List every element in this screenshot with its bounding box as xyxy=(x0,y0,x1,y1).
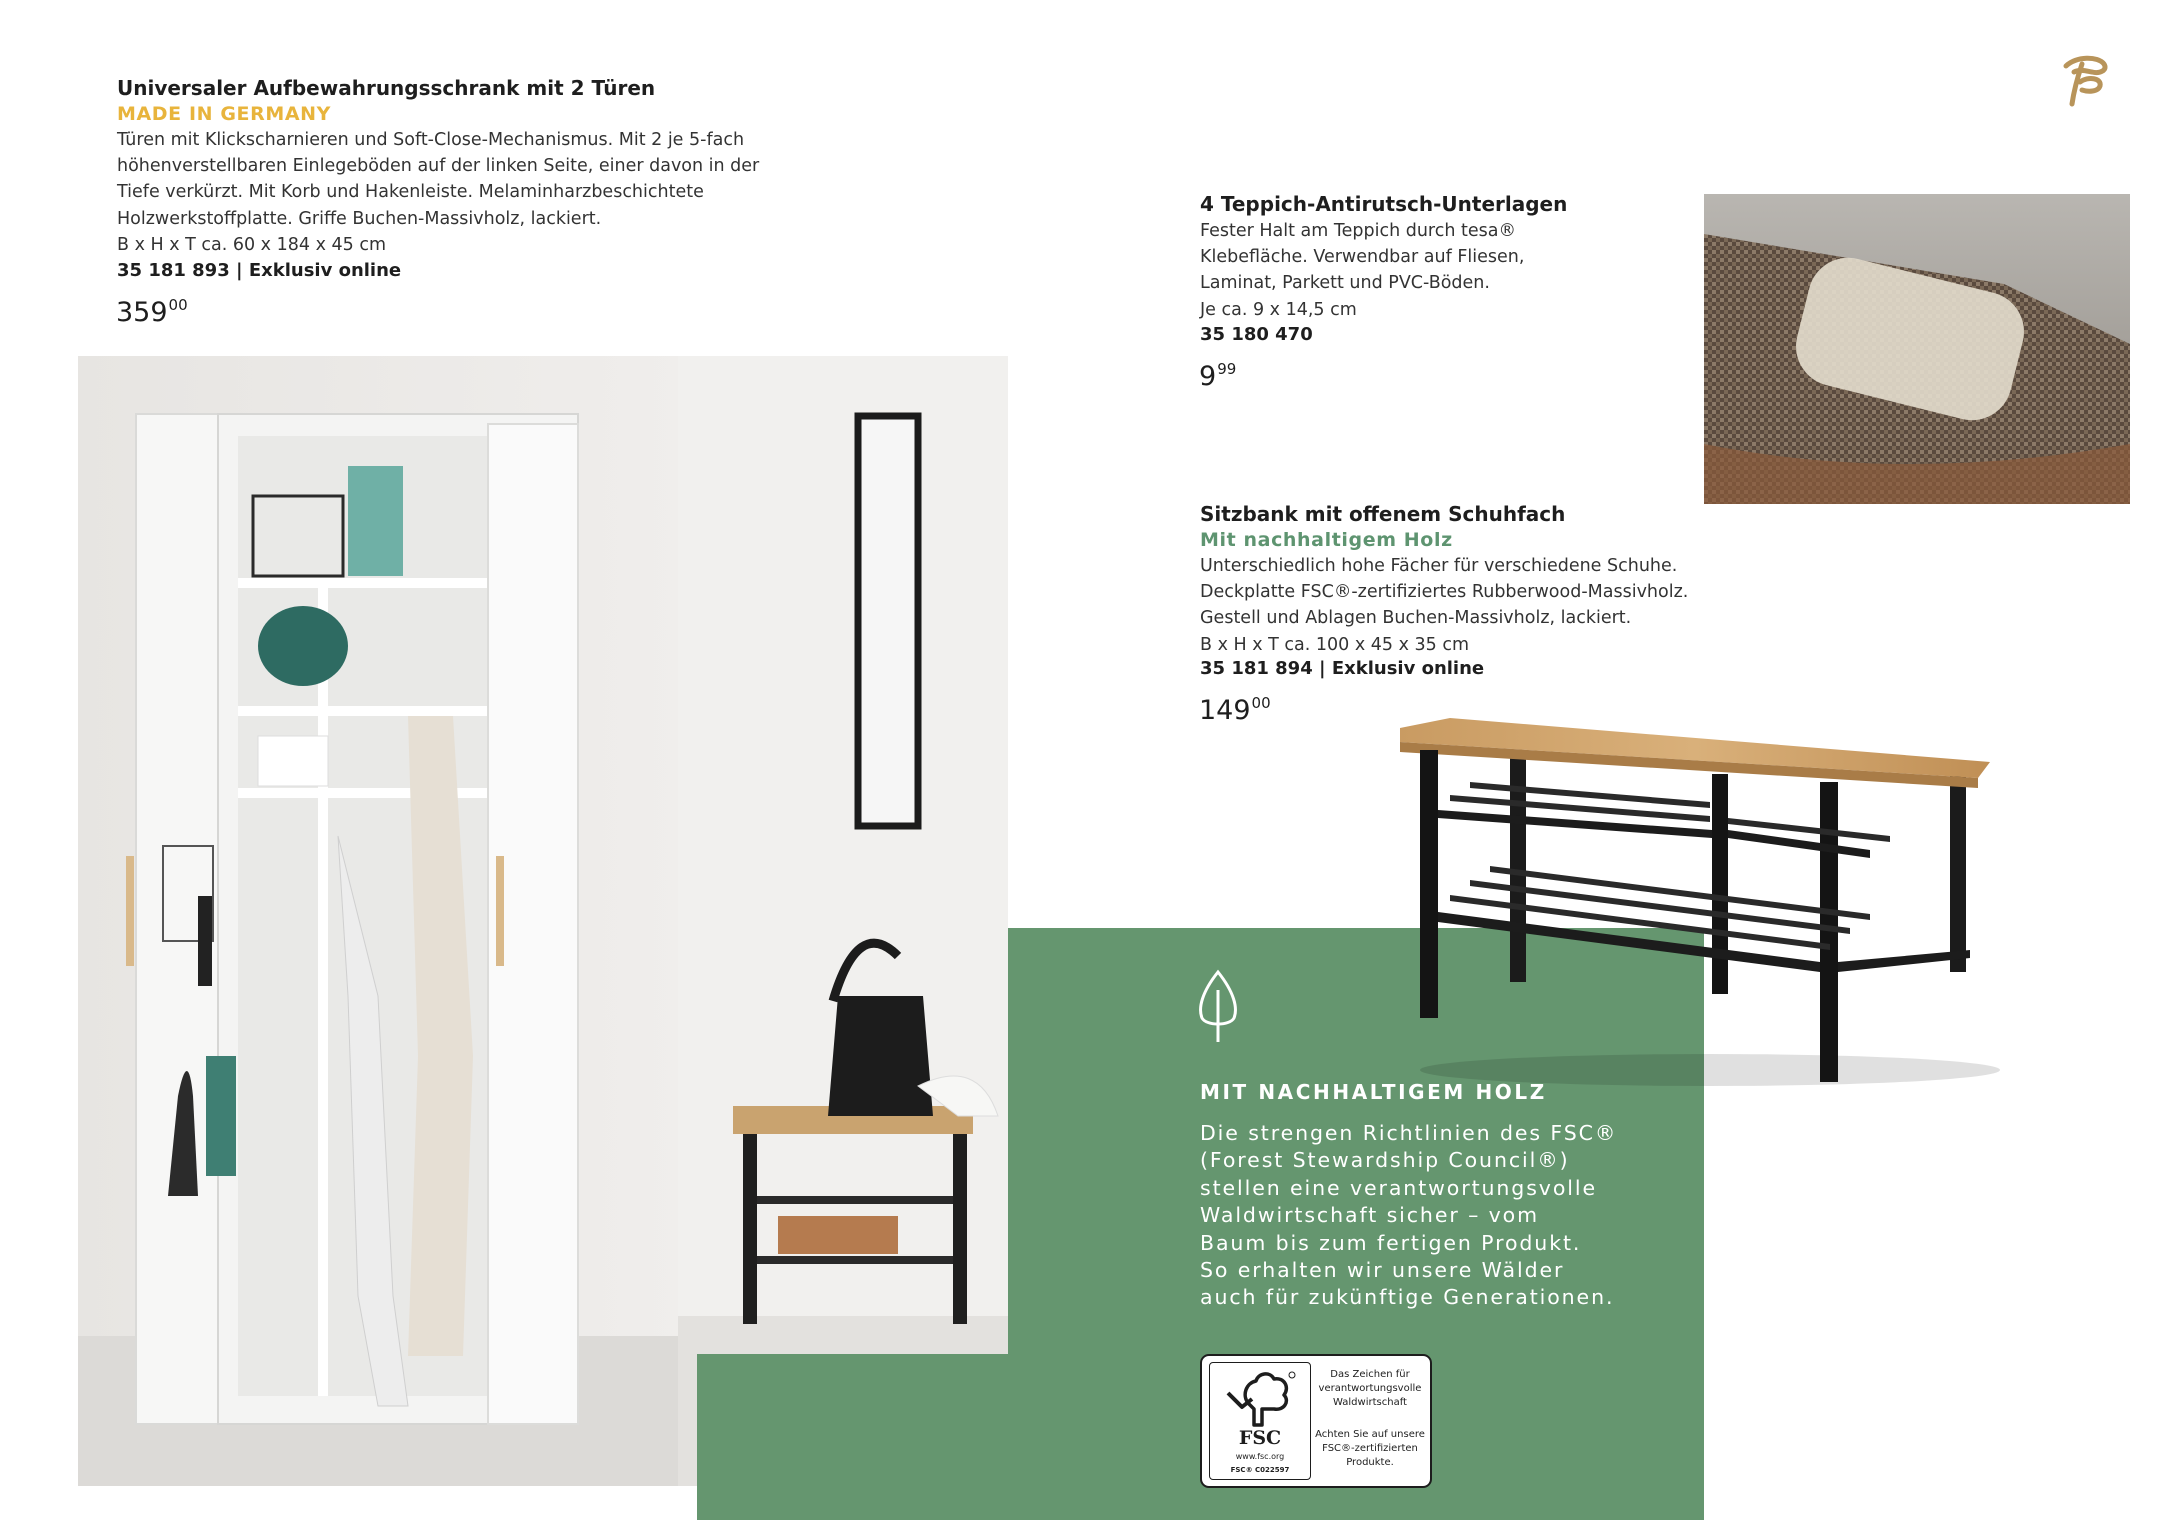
cabinet-title: Universaler Aufbewahrungsschrank mit 2 Türen xyxy=(117,76,656,100)
fsc-claim-line: verantwortungsvolle xyxy=(1318,1383,1422,1394)
rug-pads-dimensions: Je ca. 9 x 14,5 cm xyxy=(1200,299,1357,320)
leaf-icon xyxy=(1196,968,1240,1044)
fsc-license-code: FSC® C022597 xyxy=(1230,1466,1290,1474)
fsc-claim-line: Waldwirtschaft xyxy=(1333,1397,1407,1408)
rug-pads-description xyxy=(1200,218,1524,323)
bench-dimensions: B x H x T ca. 100 x 45 x 35 cm xyxy=(1200,634,1469,655)
rug-pads-price-cents: 99 xyxy=(1217,360,1237,378)
fsc-hint-line: FSC®-zertifizierten xyxy=(1322,1443,1418,1454)
bench-description-line: Deckplatte FSC®-zertifiziertes Rubberwood-Massivholz. xyxy=(1200,582,1689,603)
fsc-claim xyxy=(1314,1368,1426,1410)
rug-pads-title: 4 Teppich-Antirutsch-Unterlagen xyxy=(1200,192,1568,216)
sustainability-body-line: Waldwirtschaft sicher – vom xyxy=(1200,1203,1539,1228)
cabinet-description-line: Türen mit Klickscharnieren und Soft-Close-Mechanismus. Mit 2 je 5-fach xyxy=(117,130,745,150)
bench-title: Sitzbank mit offenem Schuhfach xyxy=(1200,502,1566,526)
rug-pads-price-main: 9 xyxy=(1199,361,1217,392)
fsc-tree-icon xyxy=(1222,1369,1298,1431)
fsc-logo-frame xyxy=(1209,1362,1311,1480)
fsc-label xyxy=(1200,1354,1432,1488)
sustainability-body xyxy=(1200,1120,1617,1312)
bench-article-number: 35 181 894 | Exklusiv online xyxy=(1200,658,1485,679)
rug-pads-article-number: 35 180 470 xyxy=(1200,324,1313,345)
bench-price-main: 149 xyxy=(1199,695,1251,726)
rug-pads-description-line: Laminat, Parkett und PVC-Böden. xyxy=(1200,273,1490,294)
sustainability-body-line: stellen eine verantwortungsvolle xyxy=(1200,1175,1597,1200)
cabinet-price-cents: 00 xyxy=(168,296,188,314)
bench-description-line: Gestell und Ablagen Buchen-Massivholz, lackiert. xyxy=(1200,608,1632,629)
fsc-claim-line: Das Zeichen für xyxy=(1330,1369,1410,1380)
bench-sustainable-wood-tag: Mit nachhaltigem Holz xyxy=(1200,529,1453,551)
sustainability-body-line: auch für zukünftige Generationen. xyxy=(1200,1285,1615,1310)
fsc-hint xyxy=(1314,1428,1426,1470)
bench-description xyxy=(1200,553,1688,658)
sustainability-body-line: So erhalten wir unsere Wälder xyxy=(1200,1258,1565,1283)
sustainability-body-line: Baum bis zum fertigen Produkt. xyxy=(1200,1230,1582,1255)
rug-pads-price xyxy=(1199,352,1236,394)
fsc-url: www.fsc.org xyxy=(1235,1452,1285,1461)
rug-pads-description-line: Klebefläche. Verwendbar auf Fliesen, xyxy=(1200,247,1525,268)
bench-product-photo xyxy=(1390,700,2010,1090)
bench-description-line: Unterschiedlich hohe Fächer für verschiedene Schuhe. xyxy=(1200,556,1678,576)
cabinet-description-line: Holzwerkstoffplatte. Griffe Buchen-Massivholz, lackiert. xyxy=(117,208,602,229)
bench-price-cents: 00 xyxy=(1251,694,1271,712)
cabinet-product-photo xyxy=(78,356,1008,1486)
rug-pads-description-line: Fester Halt am Teppich durch tesa® xyxy=(1200,221,1516,241)
cabinet-price-main: 359 xyxy=(116,297,168,328)
sustainability-body-line: (Forest Stewardship Council®) xyxy=(1200,1148,1570,1173)
cabinet-description-line: höhenverstellbaren Einlegeböden auf der linken Seite, einer davon in der xyxy=(117,156,760,177)
bench-price xyxy=(1199,686,1271,728)
cabinet-dimensions: B x H x T ca. 60 x 184 x 45 cm xyxy=(117,234,386,255)
fsc-logo-text: FSC xyxy=(1238,1427,1282,1449)
rug-pad-product-photo xyxy=(1704,194,2130,504)
tchibo-logo-icon xyxy=(2058,52,2110,110)
cabinet-description-line: Tiefe verkürzt. Mit Korb und Hakenleiste. Melaminharzbeschichtete xyxy=(117,182,704,203)
cabinet-made-in-germany-tag: MADE IN GERMANY xyxy=(117,103,332,125)
cabinet-price xyxy=(116,288,188,330)
sustainability-title: MIT NACHHALTIGEM HOLZ xyxy=(1200,1080,1547,1104)
cabinet-description xyxy=(117,127,759,258)
sustainability-body-line: Die strengen Richtlinien des FSC® xyxy=(1200,1121,1618,1145)
cabinet-article-number: 35 181 893 | Exklusiv online xyxy=(117,260,402,281)
fsc-hint-line: Produkte. xyxy=(1346,1457,1394,1468)
fsc-hint-line: Achten Sie auf unsere xyxy=(1315,1429,1425,1440)
